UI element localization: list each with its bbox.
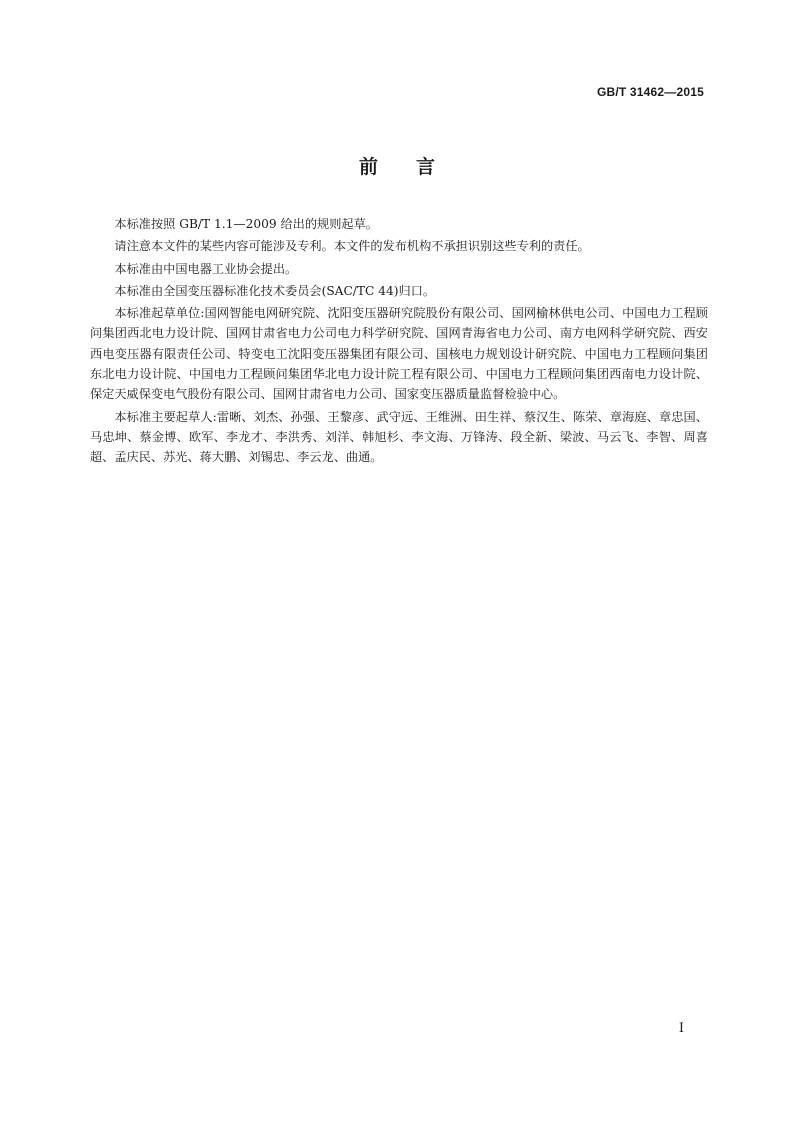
paragraph-proposer: 本标准由中国电器工业协会提出。: [114, 261, 298, 276]
standard-code: GB/T 31462—2015: [596, 85, 704, 99]
paragraph-drafting-units: 本标准起草单位:国网智能电网研究院、沈阳变压器研究院股份有限公司、国网榆林供电公司、中国电力工程顾问集团西北电力设计院、国网甘肃省电力公司电力科学研究院、国网青海省电力公司、南方电网科学研究院、西安西电变压器有限责任公司、特变电工沈阳变压器集团有限公司、国核电力规划设计研究院、中国电力工程顾问集团东北电力设计院、中国电力工程顾问集团华北电力设计院工程有限公司、中国电力工程顾问集团西南电力设计院、保定天威保变电气股份有限公司、国网甘肃省电力公司、国家变压器质量监督检验中心。: [90, 306, 708, 402]
foreword-body: [90, 214, 708, 470]
page-number: I: [678, 1021, 684, 1036]
paragraph-committee: 本标准由全国变压器标准化技术委员会(SAC/TC 44)归口。: [114, 283, 436, 298]
paragraph-drafters: 本标准主要起草人:雷晰、刘杰、孙强、王黎彦、武守远、王维洲、田生祥、蔡汉生、陈荣、章海庭、章忠国、马忠坤、蔡金博、欧军、李龙才、李洪秀、刘洋、韩旭杉、李文海、万锋涛、段全新、梁波、马云飞、李智、周喜超、孟庆民、苏光、蒋大鹏、刘锡忠、李云龙、曲通。: [90, 409, 708, 465]
title-char-1: 前: [358, 156, 378, 178]
paragraph-patent-notice: 请注意本文件的某些内容可能涉及专利。本文件的发布机构不承担识别这些专利的责任。: [114, 239, 590, 254]
title-char-2: 言: [416, 156, 436, 178]
paragraph-drafting-rules: 本标准按照 GB/T 1.1—2009 给出的规则起草。: [114, 217, 378, 231]
page-title: [0, 152, 794, 179]
